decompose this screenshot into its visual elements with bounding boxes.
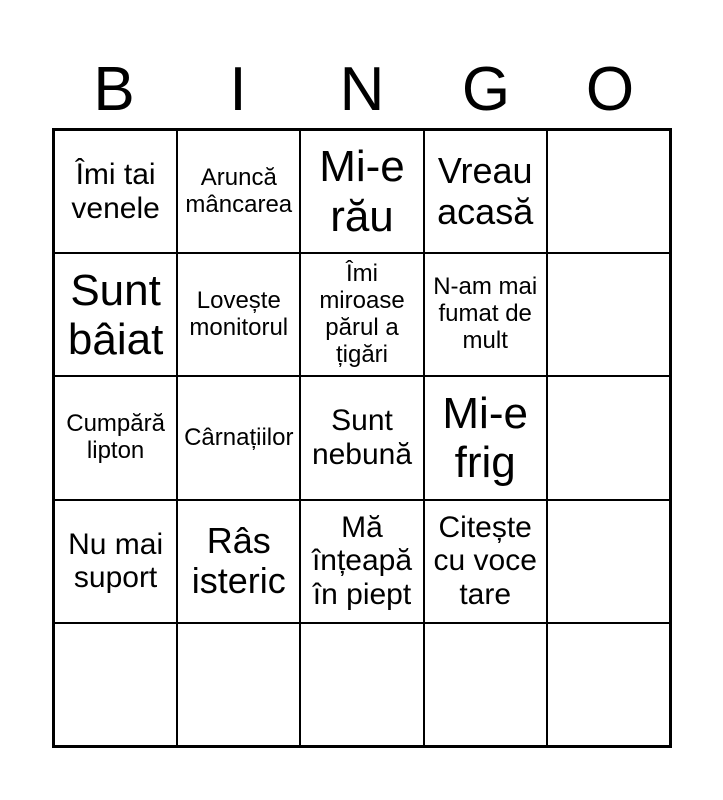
bingo-cell[interactable] [547,376,670,499]
bingo-cell[interactable] [547,500,670,623]
bingo-cell[interactable] [300,130,423,253]
bingo-cell[interactable] [424,130,547,253]
letter-b: B [93,55,135,124]
bingo-cell[interactable] [54,376,177,499]
bingo-cell[interactable] [424,376,547,499]
cell-text: N-am mai fumat de mult [433,273,538,355]
cell-text: Sunt nebună [311,404,413,471]
bingo-cell[interactable] [54,130,177,253]
bingo-cell[interactable] [300,623,423,746]
cell-text: Citește cu voce tare [433,510,537,611]
bingo-cell[interactable] [177,376,300,499]
bingo-cell[interactable] [177,500,300,623]
bingo-cell[interactable] [54,500,177,623]
cell-text: Mă înțeapă în piept [311,510,413,611]
bingo-cell[interactable] [300,376,423,499]
bingo-cell[interactable] [424,500,547,623]
cell-text: Râs isteric [191,519,286,602]
letter-i: I [229,55,247,124]
bingo-cell[interactable] [547,130,670,253]
bingo-cell[interactable] [547,623,670,746]
bingo-cell[interactable] [177,253,300,376]
cell-text: Îmi miroase părul a țigări [319,260,405,368]
cell-text: Vreau acasă [437,150,534,232]
cell-text: Mi-e frig [442,388,528,487]
letter-o: O [585,55,635,124]
bingo-cell[interactable] [177,623,300,746]
bingo-cell[interactable] [54,623,177,746]
bingo-cell[interactable] [300,253,423,376]
bingo-cell[interactable] [300,500,423,623]
cell-text: Lovește monitorul [189,286,289,341]
bingo-cell[interactable] [424,623,547,746]
letter-n: N [339,55,385,124]
cell-text: Îmi tai venele [71,158,160,225]
cell-text: Mi-e rău [319,142,405,241]
cell-text: Cârnațiilor [184,423,294,451]
bingo-cell[interactable] [177,130,300,253]
cell-text: Sunt bâiat [67,265,164,364]
cell-text: Cumpără lipton [66,410,165,464]
bingo-cell[interactable] [547,253,670,376]
cell-text: Aruncă mâncarea [185,163,293,218]
bingo-cell[interactable] [424,253,547,376]
bingo-cell[interactable] [54,253,177,376]
bingo-header [52,52,672,128]
letter-g: G [461,55,511,124]
bingo-board [52,128,672,748]
cell-text: Nu mai suport [68,527,164,595]
